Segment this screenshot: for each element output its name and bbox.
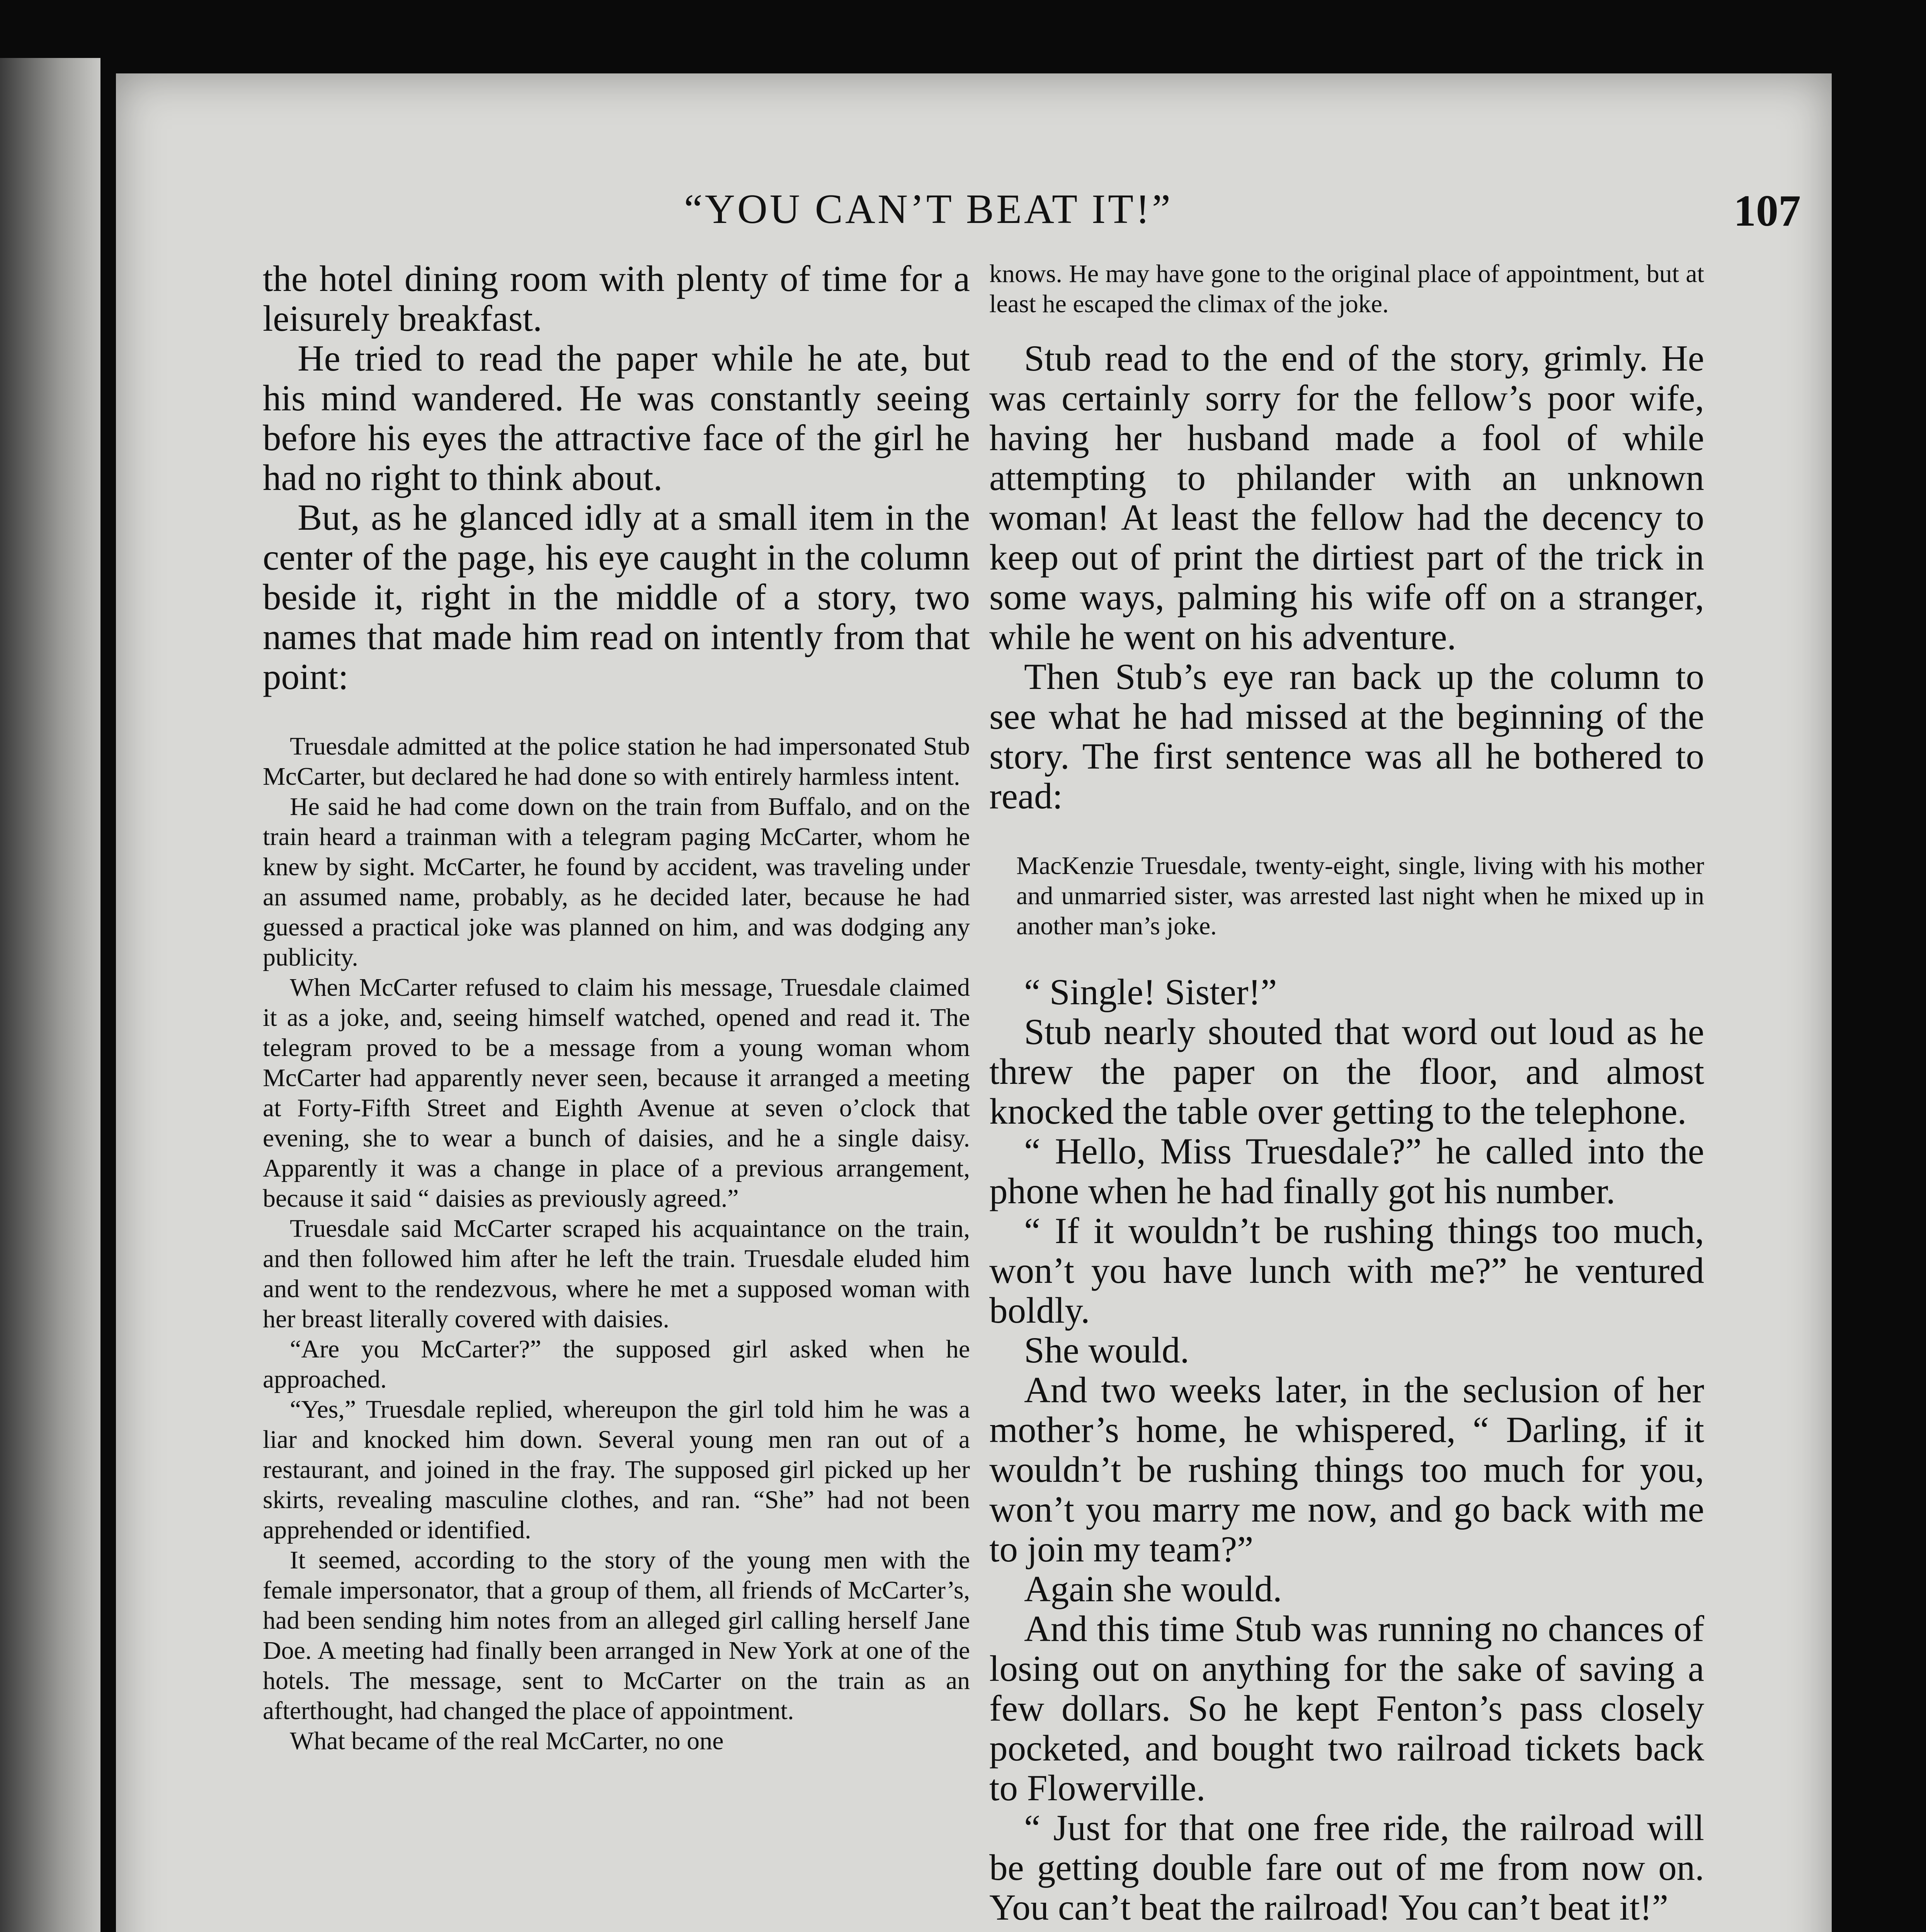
news-paragraph: Truesdale admitted at the police station he had impersonated Stub McCarter, but declared he had done so with entirely harmless intent. [263, 732, 970, 791]
body-paragraph: But, as he glanced idly at a small item in the center of the page, his eye caught in the column beside it, right in the middle of a story, two names that made him read on intently from that point: [263, 497, 970, 697]
news-clipping-continued [989, 259, 1704, 319]
body-paragraph: “ Single! Sister!” [1024, 971, 1277, 1012]
body-paragraph: “ Hello, Miss Truesdale?” he called into the phone when he had finally got his number. [989, 1131, 1704, 1211]
news-clipping [263, 731, 970, 1756]
body-paragraph: Stub read to the end of the story, grimly. He was certainly sorry for the fellow’s poor wife, having her husband made a fool of while attempting to philander with an unknown woman! At least the fellow had the decency to keep out of print the dirtiest part of the trick in some ways, palming his wife off on a stranger, while he went on his adventure. [989, 338, 1704, 657]
spacer [989, 319, 1704, 338]
right-column [989, 259, 1704, 1927]
body-paragraph: Stub nearly shouted that word out loud as he threw the paper on the floor, and almost knocked the table over getting to the telephone. [989, 1011, 1704, 1132]
body-paragraph: Then Stub’s eye ran back up the column to see what he had missed at the beginning of the story. The first sentence was all he bothered to read: [989, 656, 1704, 816]
news-paragraph: When McCarter refused to claim his message, Truesdale claimed it as a joke, and, seeing himself watched, opened and read it. The telegram proved to be a message from a young woman whom McCarter had apparently never seen, because it arranged a meeting at Forty-Fifth Street and Eighth Avenue at seven o’clock that evening, she to wear a bunch of daisies, and he a single daisy. Apparently it was a change in place of a previous arrangement, because it said “ daisies as previously agreed.” [263, 973, 970, 1213]
body-paragraph: Again she would. [1024, 1568, 1282, 1609]
news-paragraph: “Are you McCarter?” the supposed girl asked when he approached. [263, 1335, 970, 1393]
body-paragraph: She would. [1024, 1330, 1189, 1371]
page-header [116, 185, 1832, 255]
body-paragraph: He tried to read the paper while he ate, but his mind wandered. He was constantly seeing before his eyes the attractive face of the girl he had no right to think about. [263, 338, 970, 498]
body-paragraph: And this time Stub was running no chances of losing out on anything for the sake of saving a few dollars. So he kept Fenton’s pass closely pocketed, and bought two railroad tickets back to Flowerville. [989, 1608, 1704, 1808]
news-paragraph: “Yes,” Truesdale replied, whereupon the girl told him he was a liar and knocked him down. Several young men ran out of a restaurant, and joined in the fray. The supposed girl picked up her skirts, revealing masculine clothes, and ran. “She” had not been apprehended or identified. [263, 1395, 970, 1544]
news-paragraph: Truesdale said McCarter scraped his acquaintance on the train, and then followed him after he left the train. Truesdale eluded him and went to the rendezvous, where he met a supposed woman with her breast literally covered with daisies. [263, 1214, 970, 1333]
page-number: 107 [1734, 186, 1801, 236]
body-paragraph: the hotel dining room with plenty of time for a leisurely breakfast. [263, 258, 970, 339]
left-page-edge [0, 58, 100, 1932]
body-paragraph: “ Just for that one free ride, the railroad will be getting double fare out of me from now on. You can’t beat the railroad! You can’t beat it!” [989, 1807, 1704, 1928]
left-column [263, 259, 970, 1756]
news-paragraph: MacKenzie Truesdale, twenty-eight, single, living with his mother and unmarried sister, was arrested last night when he mixed up in another man’s joke. [1016, 852, 1704, 940]
news-paragraph: He said he had come down on the train from Buffalo, and on the train heard a trainman with a telegram paging McCarter, whom he knew by sight. McCarter, he found by accident, was traveling under an assumed name, probably, as he decided later, because he had guessed a practical joke was planned on him, and was dodging any publicity. [263, 793, 970, 971]
magazine-page [116, 73, 1832, 1932]
body-paragraph: “ If it wouldn’t be rushing things too much, won’t you have lunch with me?” he ventured boldly. [989, 1210, 1704, 1331]
news-paragraph: What became of the real McCarter, no one [290, 1727, 724, 1755]
news-quote [989, 851, 1704, 941]
body-paragraph: And two weeks later, in the seclusion of her mother’s home, he whispered, “ Darling, if it wouldn’t be rushing things too much for you, won’t you marry me now, and go back with me to join my team?” [989, 1369, 1704, 1570]
running-head: “YOU CAN’T BEAT IT!” [684, 186, 1173, 232]
news-paragraph: knows. He may have gone to the original place of appointment, but at least he escaped the climax of the joke. [989, 260, 1704, 318]
news-paragraph: It seemed, according to the story of the young men with the female impersonator, that a group of them, all friends of McCarter’s, had been sending him notes from an alleged girl calling herself Jane Doe. A meeting had finally been arranged in New York at one of the hotels. The message, sent to McCarter on the train as an afterthought, had changed the place of appointment. [263, 1546, 970, 1725]
